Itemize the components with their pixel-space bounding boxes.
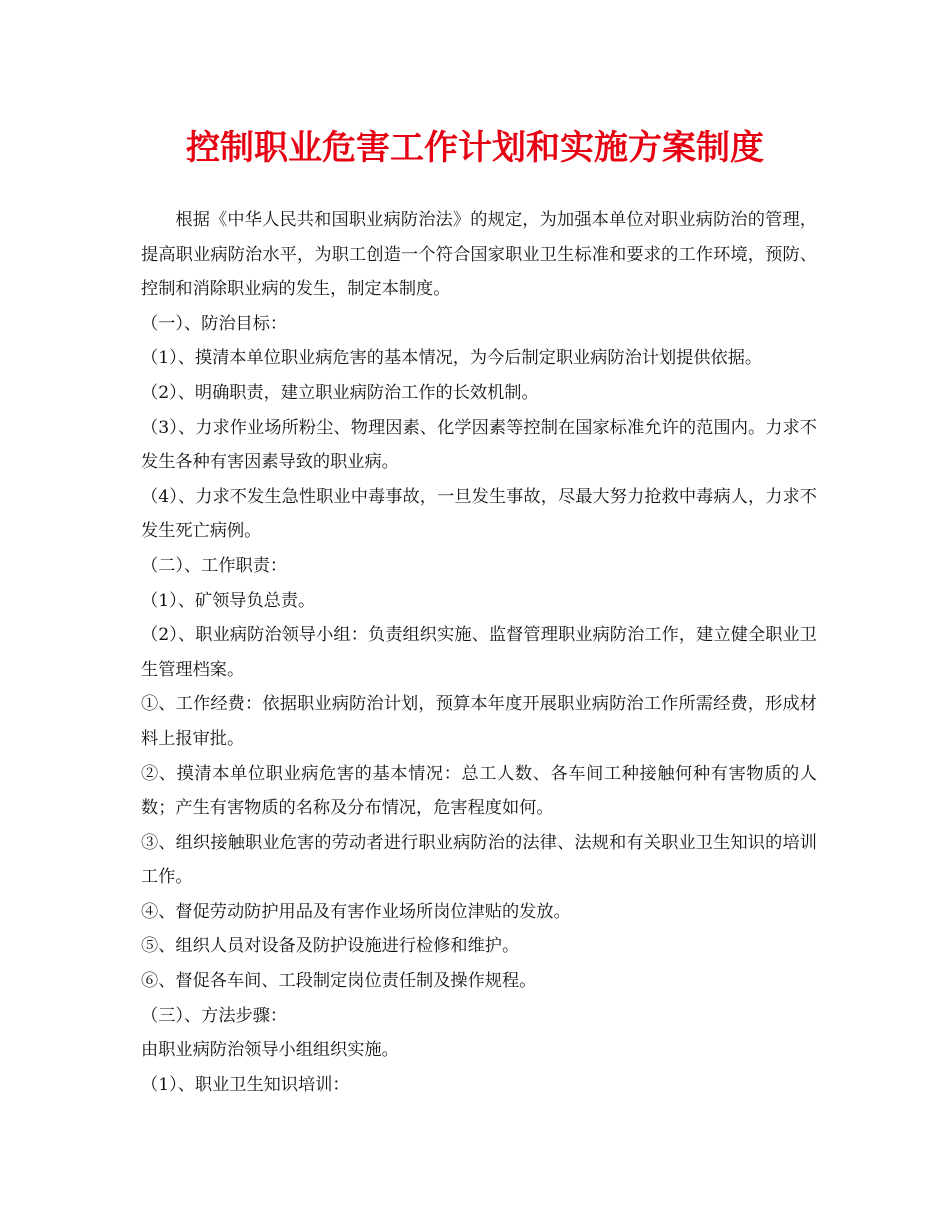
duty-subitem-1: ①、工作经费：依据职业病防治计划，预算本年度开展职业病防治工作所需经费，形成材料上报审批。: [141, 694, 817, 749]
intro-paragraph: 根据《中华人民共和国职业病防治法》的规定，为加强本单位对职业病防治的管理，提高职业病防治水平，为职工创造一个符合国家职业卫生标准和要求的工作环境，预防、控制和消除职业病的发生，制定本制度。: [141, 210, 817, 300]
section-heading-methods: （三）、方法步骤：: [141, 1005, 288, 1026]
goal-item-2: （2）、明确职责，建立职业病防治工作的长效机制。: [141, 382, 539, 403]
method-item-1: （1）、职业卫生知识培训：: [141, 1074, 350, 1095]
duty-item-2: （2）、职业病防治领导小组：负责组织实施、监督管理职业病防治工作，建立健全职业卫生管理档案。: [141, 625, 817, 680]
goal-item-1: （1）、摸清本单位职业病危害的基本情况，为今后制定职业病防治计划提供依据。: [141, 348, 763, 369]
duty-subitem-2: ②、摸清本单位职业病危害的基本情况：总工人数、各车间工种接触何种有害物质的人数；产生有害物质的名称及分布情况，危害程度如何。: [141, 763, 817, 819]
duty-subitem-5: ⑤、组织人员对设备及防护设施进行检修和维护。: [141, 936, 520, 957]
methods-intro: 由职业病防治领导小组组织实施。: [141, 1040, 399, 1061]
duty-subitem-6: ⑥、督促各车间、工段制定岗位责任制及操作规程。: [141, 971, 537, 992]
document-body: [141, 203, 817, 1102]
goal-item-4: （4）、力求不发生急性职业中毒事故，一旦发生事故，尽最大努力抢救中毒病人，力求不发生死亡病例。: [141, 486, 817, 542]
duty-item-1: （1）、矿领导负总责。: [141, 590, 316, 611]
goal-item-3: （3）、力求作业场所粉尘、物理因素、化学因素等控制在国家标准允许的范围内。力求不发生各种有害因素导致的职业病。: [141, 417, 817, 473]
duty-subitem-3: ③、组织接触职业危害的劳动者进行职业病防治的法律、法规和有关职业卫生知识的培训工作。: [141, 832, 817, 888]
section-heading-goals: （一）、防治目标：: [141, 313, 288, 334]
document-title: 控制职业危害工作计划和实施方案制度: [186, 128, 764, 168]
section-heading-duties: （二）、工作职责：: [141, 555, 288, 576]
duty-subitem-4: ④、督促劳动防护用品及有害作业场所岗位津贴的发放。: [141, 901, 571, 922]
